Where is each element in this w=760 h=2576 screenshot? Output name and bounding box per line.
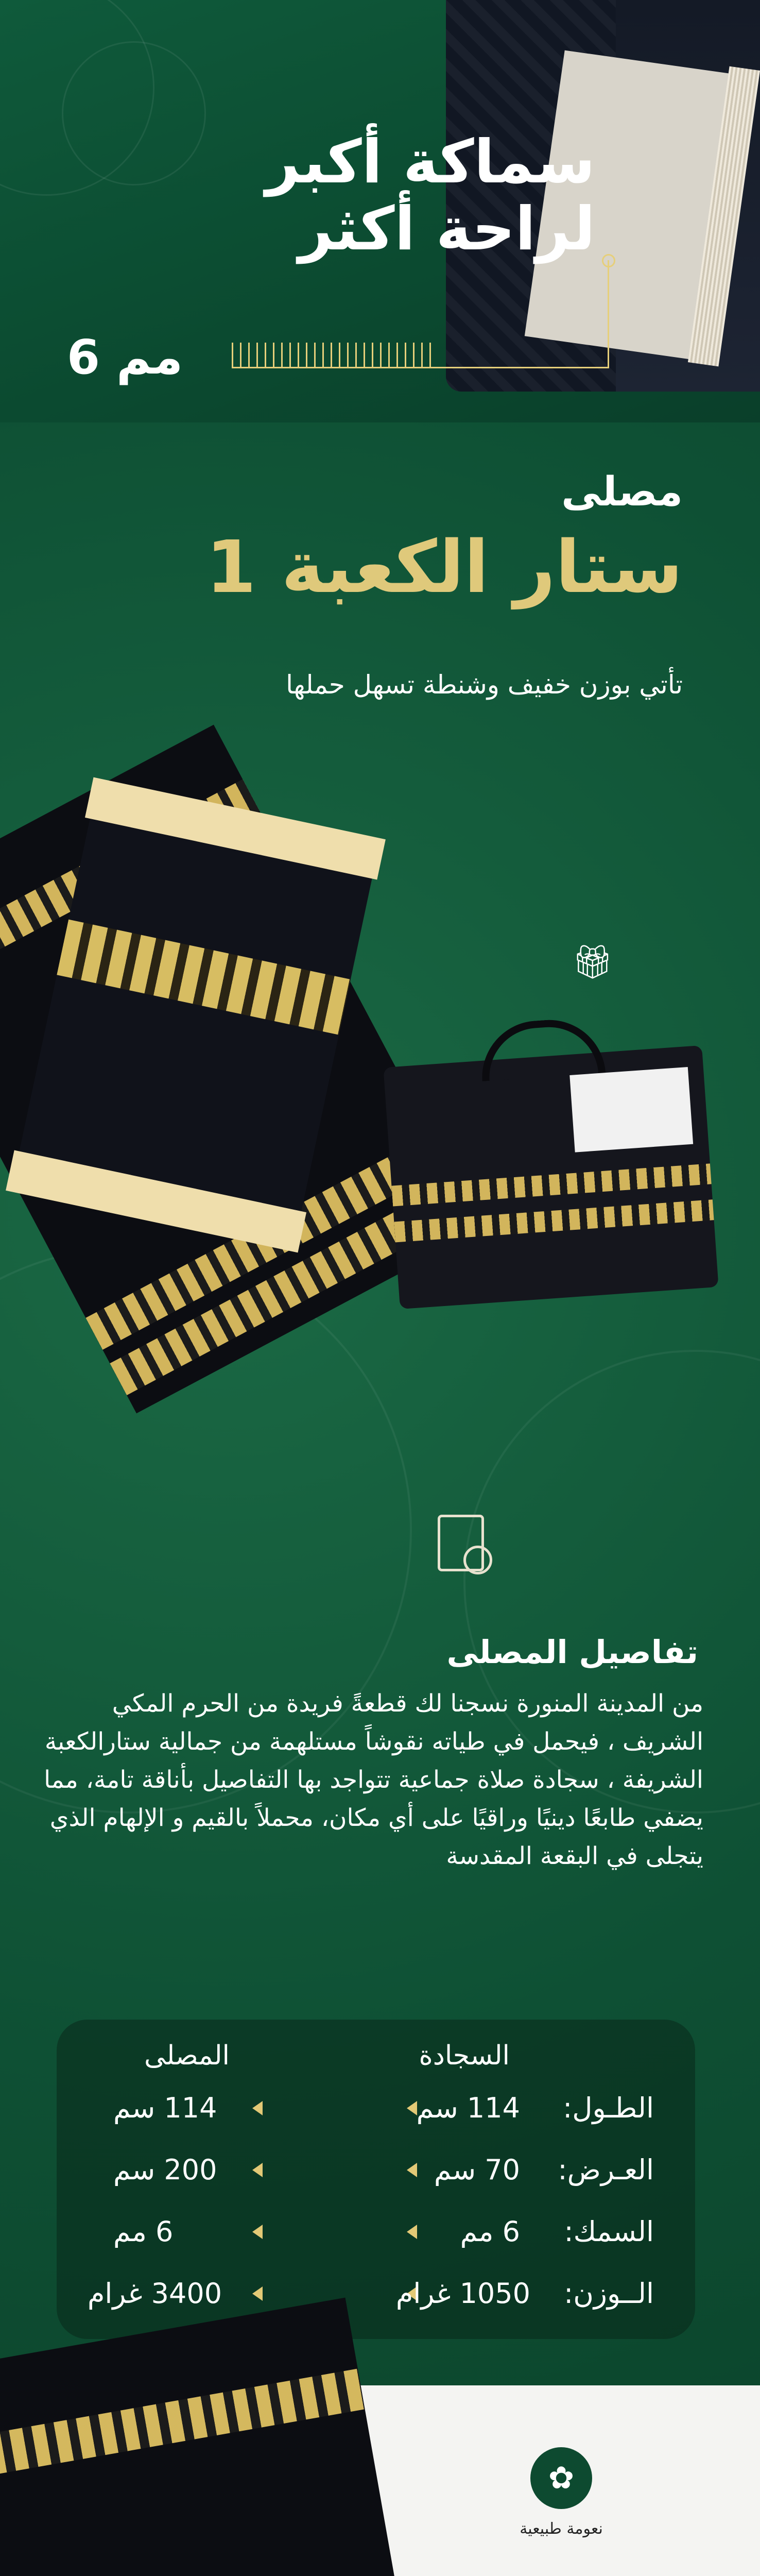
features-section <box>0 2385 760 2576</box>
arrow-icon <box>407 2225 417 2239</box>
specs-header-rug: السجادة <box>419 2040 510 2071</box>
hero-line-2: لراحة أكثر <box>298 194 595 264</box>
hero-section <box>0 0 760 422</box>
ruler-vertical-line <box>608 260 609 368</box>
rug-gold-band <box>57 920 351 1035</box>
spec-rug-length: 114 سم <box>416 2092 520 2124</box>
arrow-icon <box>252 2163 263 2177</box>
arrow-icon <box>407 2101 417 2115</box>
feature-softness <box>499 2447 623 2539</box>
spec-rug-thickness: 6 مم <box>460 2215 520 2248</box>
magnifier-shape <box>463 1546 492 1574</box>
mat-gold-band <box>0 2368 365 2482</box>
spec-label-length: :الطـول <box>563 2092 654 2124</box>
product-label: مصلى <box>561 469 683 515</box>
arrow-icon <box>252 2286 263 2301</box>
spec-rug-weight: 1050 غرام <box>395 2277 530 2310</box>
product-tagline: تأتي بوزن خفيف وشنطة تسهل حملها <box>286 670 683 700</box>
product-section <box>0 422 760 2576</box>
spec-label-weight: :الــوزن <box>564 2277 654 2310</box>
ruler-ticks <box>232 343 433 368</box>
specs-table <box>57 2020 695 2339</box>
bag-gold-band <box>394 1199 714 1242</box>
bag-gold-band <box>391 1163 711 1206</box>
decorative-motif <box>62 41 206 185</box>
spec-label-thickness: :السمك <box>564 2215 654 2248</box>
spec-label-width: :العـرض <box>558 2154 654 2186</box>
details-title: تفاصيل المصلى <box>446 1633 698 1671</box>
arrow-icon <box>407 2163 417 2177</box>
spec-musalla-width: 200 سم <box>113 2154 217 2186</box>
arrow-icon <box>252 2101 263 2115</box>
ruler-end-dot <box>602 254 615 267</box>
thickness-label: 6 مم <box>67 330 183 385</box>
gift-icon: 🎁︎ <box>572 943 614 981</box>
document-search-icon <box>427 1510 505 1587</box>
cotton-icon: ✿ <box>530 2447 592 2509</box>
hero-line-1: سماكة أكبر <box>265 127 595 197</box>
specs-header-musalla: المصلى <box>144 2040 230 2071</box>
ruler-graphic <box>232 337 592 368</box>
spec-musalla-weight: 3400 غرام <box>88 2277 222 2310</box>
details-description: من المدينة المنورة نسجنا لك قطعةً فريدة من الحرم المكي الشريف ، فيحمل في طياته نقوشاً مستلهمة من جمالية ستارالكعبة الشريفة ، سجادة صلاة جماعية تتواجد بها التفاصيل بأناقة تامة، مما يضفي طابعًا دينيًا وراقيًا على أي مكان، محملاً بالقيم و الإلهام الذي يتجلى في البقعة المقدسة <box>44 1689 703 1870</box>
product-name: ستار الكعبة 1 <box>206 526 683 609</box>
arrow-icon <box>252 2225 263 2239</box>
bag-handle <box>478 1016 606 1081</box>
spec-rug-width: 70 سم <box>434 2154 520 2186</box>
ruler-base-line <box>232 367 608 368</box>
bag-label <box>569 1067 693 1153</box>
feature-text: نعومة طبيعية <box>520 2520 603 2538</box>
carry-bag-image <box>383 1045 718 1309</box>
spec-musalla-thickness: 6 مم <box>113 2215 174 2248</box>
spec-musalla-length: 114 سم <box>113 2092 217 2124</box>
hero-headline <box>266 129 595 263</box>
